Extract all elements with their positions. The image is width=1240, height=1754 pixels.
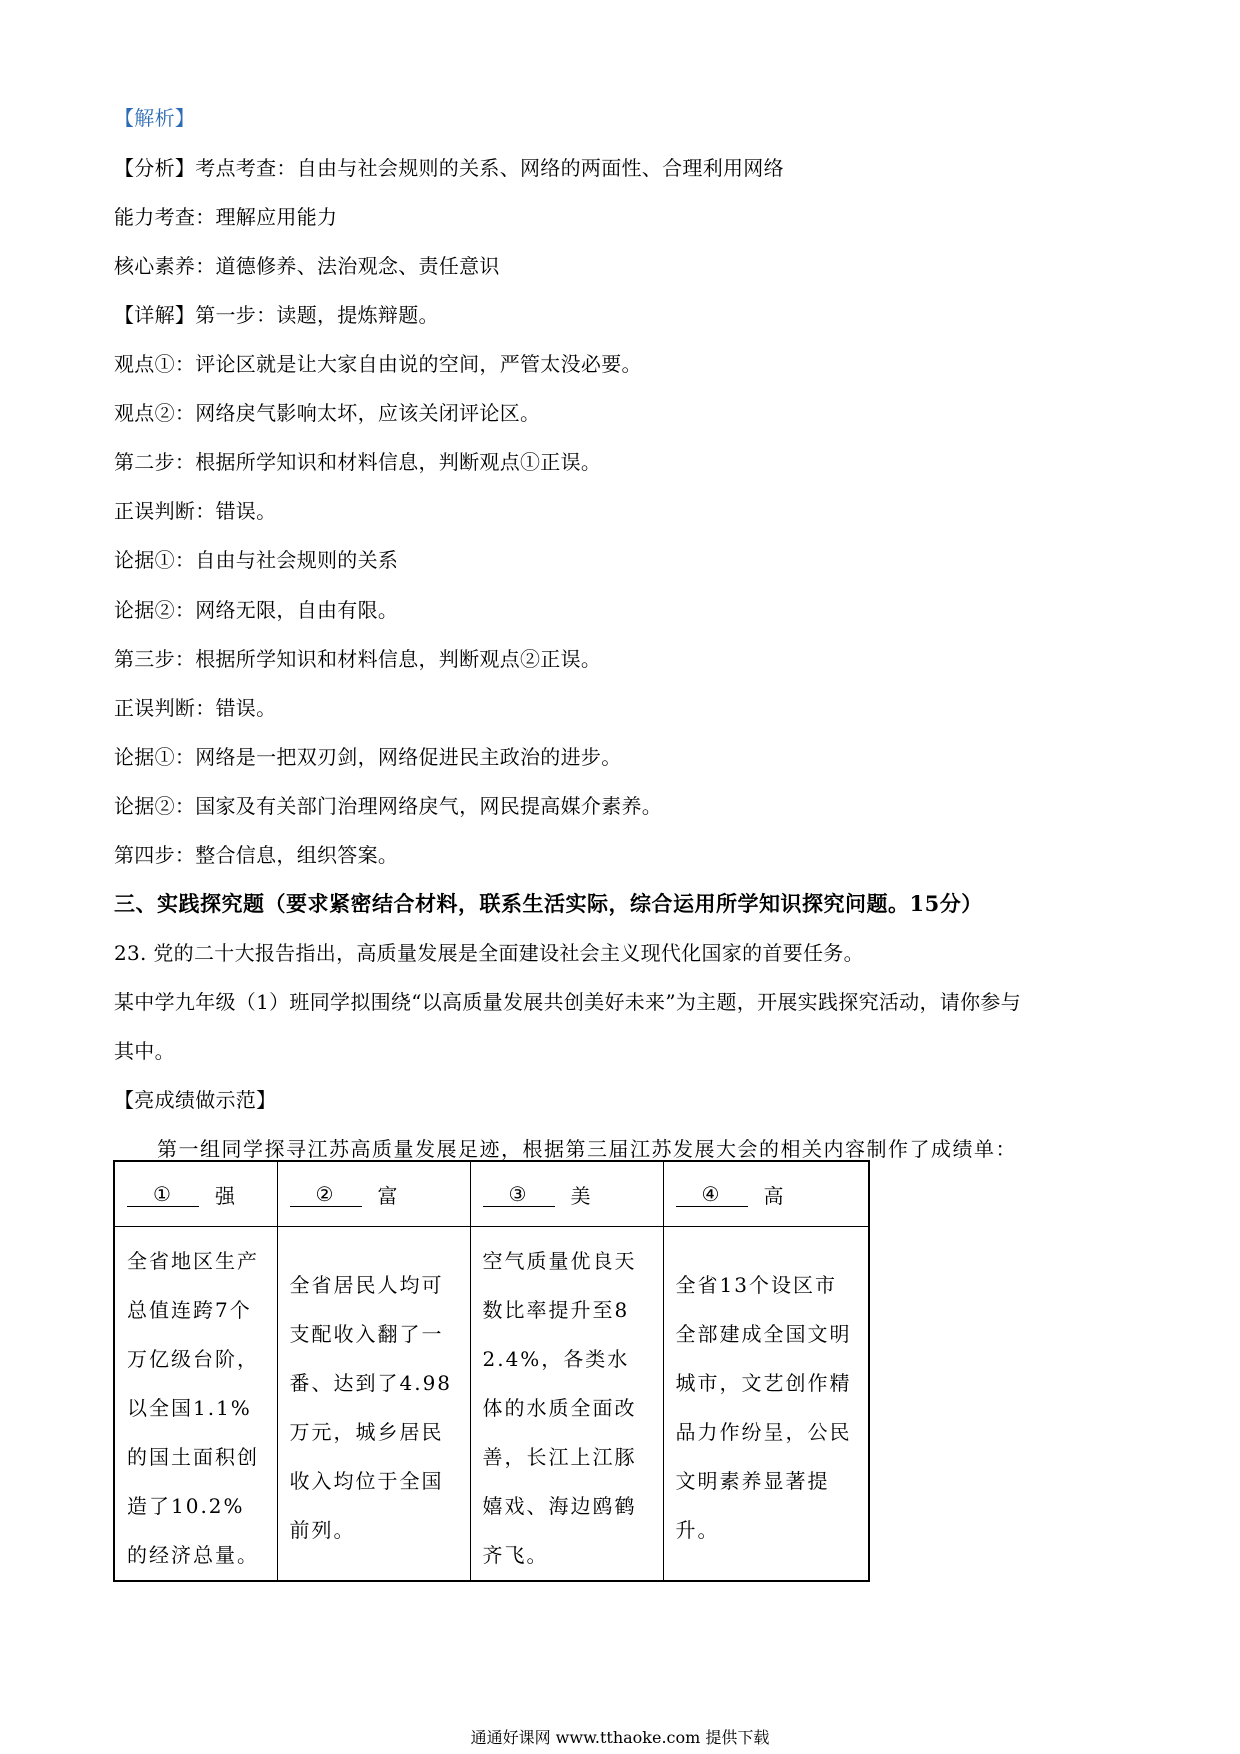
detail-line: 论据①：网络是一把双刃剑，网络促进民主政治的进步。	[114, 745, 622, 769]
analysis-line: 核心素养：道德修养、法治观念、责任意识	[114, 254, 500, 278]
table-cell: 全省居民人均可支配收入翻了一番、达到了4.98万元，城乡居民收入均位于全国前列。	[277, 1227, 470, 1582]
table-header-cell	[277, 1161, 470, 1227]
table-header-cell	[114, 1161, 277, 1227]
detail-line: 第三步：根据所学知识和材料信息，判断观点②正误。	[114, 647, 602, 671]
detail-line: 正误判断：错误。	[114, 499, 277, 523]
answer-blank: ③	[483, 1182, 555, 1207]
score-table	[113, 1160, 870, 1582]
question-line: 某中学九年级（1）班同学拟围绕“以高质量发展共创美好未来”为主题，开展实践探究活动，请你参与	[114, 990, 1021, 1014]
detail-line: 【详解】第一步：读题，提炼辩题。	[114, 303, 439, 327]
table-cell: 空气质量优良天数比率提升至82.4%，各类水体的水质全面改善，长江上江豚嬉戏、海边鸥鹤齐飞。	[470, 1227, 663, 1582]
table-header-cell	[470, 1161, 663, 1227]
analysis-line: 【分析】考点考查：自由与社会规则的关系、网络的两面性、合理利用网络	[114, 156, 784, 180]
question-line: 其中。	[114, 1039, 175, 1063]
answer-blank: ②	[290, 1182, 362, 1207]
subsection-title: 【亮成绩做示范】	[114, 1088, 277, 1112]
detail-line: 论据②：国家及有关部门治理网络戾气，网民提高媒介素养。	[114, 794, 663, 818]
header-word: 高	[763, 1183, 786, 1208]
detail-line: 第四步：整合信息，组织答案。	[114, 843, 399, 867]
analysis-line: 能力考查：理解应用能力	[114, 205, 338, 229]
table-cell: 全省13个设区市全部建成全国文明城市，文艺创作精品力作纷呈，公民文明素养显著提升。	[663, 1227, 869, 1582]
section-heading: 三、实践探究题（要求紧密结合材料，联系生活实际，综合运用所学知识探究问题。15分）	[114, 891, 983, 916]
table-header-row	[114, 1161, 869, 1227]
answer-blank: ④	[676, 1182, 748, 1207]
detail-line: 观点①：评论区就是让大家自由说的空间，严管太没必要。	[114, 352, 642, 376]
table-intro: 第一组同学探寻江苏高质量发展足迹，根据第三届江苏发展大会的相关内容制作了成绩单：	[114, 1137, 1017, 1161]
analysis-tag: 【解析】	[114, 106, 196, 130]
detail-line: 论据②：网络无限，自由有限。	[114, 598, 399, 622]
header-word: 强	[215, 1183, 237, 1208]
question-line: 23. 党的二十大报告指出，高质量发展是全面建设社会主义现代化国家的首要任务。	[114, 941, 864, 965]
detail-line: 观点②：网络戾气影响太坏，应该关闭评论区。	[114, 401, 541, 425]
detail-line: 第二步：根据所学知识和材料信息，判断观点①正误。	[114, 450, 602, 474]
header-word: 富	[377, 1183, 400, 1208]
table-header-cell	[663, 1161, 869, 1227]
detail-line: 正误判断：错误。	[114, 696, 277, 720]
table-body-row	[114, 1227, 869, 1582]
page-footer: 通通好课网 www.tthaoke.com 提供下载	[470, 1728, 770, 1747]
header-word: 美	[570, 1183, 593, 1208]
detail-line: 论据①：自由与社会规则的关系	[114, 548, 399, 572]
table-cell: 全省地区生产总值连跨7个万亿级台阶，以全国1.1%的国土面积创造了10.2%的经济总量。	[114, 1227, 277, 1582]
answer-blank: ①	[127, 1182, 199, 1207]
